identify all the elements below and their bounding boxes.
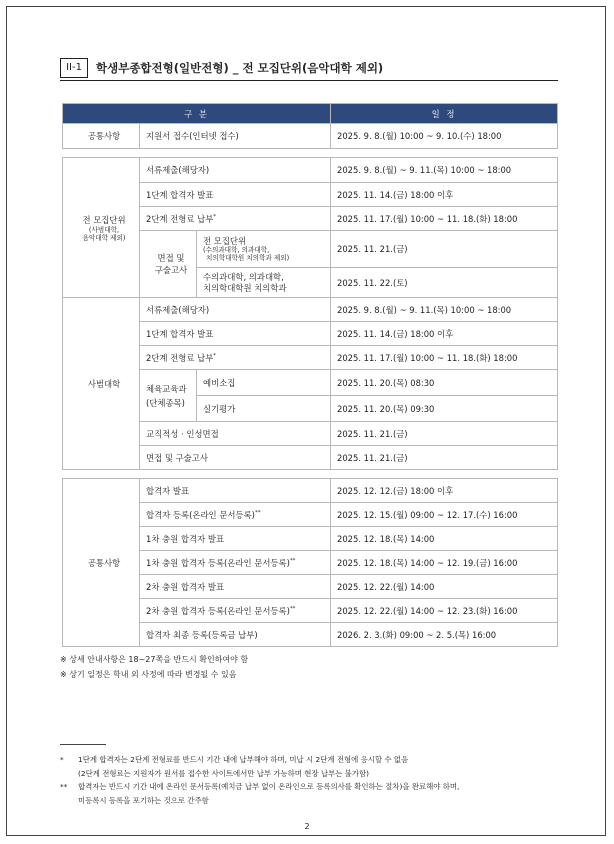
footnote-mark: ** — [254, 509, 261, 516]
item-cell: 1단계 합격자 발표 — [140, 183, 331, 207]
footnote-marker: * — [60, 755, 64, 764]
interview-label — [140, 231, 197, 298]
section-number-box: II-1 — [60, 58, 88, 78]
category-all-units — [63, 158, 140, 298]
date-cell: 2026. 2. 3.(화) 09:00 ~ 2. 5.(목) 16:00 — [331, 623, 558, 647]
date-cell: 2025. 11. 14.(금) 18:00 이후 — [331, 183, 558, 207]
item-cell — [140, 207, 331, 231]
pe-sub-practical: 실기평가 — [197, 396, 331, 422]
date-cell: 2025. 11. 20.(목) 09:30 — [331, 396, 558, 422]
footnote-line: 미등록시 등록을 포기하는 것으로 간주함 — [78, 795, 209, 805]
schedule-table — [62, 103, 558, 647]
footnote-mark: * — [213, 213, 217, 220]
interview-sub-medical — [197, 268, 331, 298]
footnote-mark: ** — [289, 605, 296, 612]
item-text: 2차 충원 합격자 발표 — [146, 581, 225, 592]
table-header-row — [63, 104, 558, 124]
note-item: ※ 상세 안내사항은 18~27쪽을 반드시 확인하여야 함 — [60, 655, 249, 664]
item-cell — [140, 527, 331, 551]
item-text: 합격자 최종 등록(등록금 납부) — [146, 629, 258, 640]
interview-label-line-1: 면접 및 — [157, 253, 185, 263]
date-cell: 2025. 11. 17.(월) 10:00 ~ 11. 18.(화) 18:00 — [331, 346, 558, 370]
date-cell: 2025. 9. 8.(월) ~ 9. 11.(목) 10:00 ~ 18:00 — [331, 158, 558, 183]
item-cell: 교직적성 · 인성면접 — [140, 422, 331, 446]
footnote-line: (2단계 전형료는 지원자가 원서를 접수한 사이트에서만 납부 가능하며 현장 납부는 불가함) — [78, 768, 369, 778]
date-cell: 2025. 11. 21.(금) — [331, 422, 558, 446]
date-cell: 2025. 11. 20.(목) 08:30 — [331, 370, 558, 396]
section-header — [60, 58, 558, 78]
date-cell: 2025. 12. 15.(월) 09:00 ~ 12. 17.(수) 16:00 — [331, 503, 558, 527]
category-common-top: 공통사항 — [63, 124, 140, 149]
interview-label-line-2: 구술고사 — [154, 265, 188, 275]
item-text: 2단계 전형료 납부 — [146, 213, 214, 224]
item-cell — [140, 346, 331, 370]
date-cell: 2025. 9. 8.(월) ~ 9. 11.(목) 10:00 ~ 18:00 — [331, 298, 558, 322]
footnote-line: 1단계 합격자는 2단계 전형료를 반드시 기간 내에 납부해야 하며, 미납 시 2단계 전형에 응시할 수 없음 — [78, 755, 409, 764]
spacer-row — [63, 149, 558, 158]
pe-label-line-2: (단체종목) — [146, 397, 185, 408]
title-underline — [60, 80, 558, 81]
category-all-units-title: 전 모집단위 — [82, 214, 126, 225]
pe-label-line-1: 체육교육과 — [146, 383, 187, 394]
date-cell: 2025. 11. 21.(금) — [331, 446, 558, 470]
item-cell: 지원서 접수(인터넷 접수) — [140, 124, 331, 149]
footnote-mark: ** — [289, 557, 296, 564]
category-common-bottom: 공통사항 — [63, 479, 140, 647]
date-cell: 2025. 11. 22.(토) — [331, 268, 558, 298]
header-schedule: 일 정 — [331, 104, 558, 124]
interview-sub-medical-line-2: 치의학대학원 치의학과 — [203, 282, 287, 293]
item-cell — [140, 503, 331, 527]
date-cell: 2025. 12. 18.(목) 14:00 — [331, 527, 558, 551]
interview-sub-all-note-2: 치의학대학원 치의학과 제외) — [206, 254, 290, 262]
date-cell: 2025. 11. 21.(금) — [331, 231, 558, 268]
interview-sub-all-units — [197, 231, 331, 268]
date-cell: 2025. 12. 18.(목) 14:00 ~ 12. 19.(금) 16:00 — [331, 551, 558, 575]
page-number: 2 — [304, 822, 310, 831]
date-cell: 2025. 9. 8.(월) 10:00 ~ 9. 10.(수) 18:00 — [331, 124, 558, 149]
item-cell — [140, 479, 331, 503]
footnote-item — [60, 753, 560, 780]
interview-sub-medical-line-1: 수의과대학, 의과대학, — [203, 271, 284, 282]
date-cell: 2025. 11. 14.(금) 18:00 이후 — [331, 322, 558, 346]
category-all-units-note-2: 음악대학 제외) — [82, 233, 126, 242]
footnotes — [60, 753, 560, 807]
item-text: 2차 충원 합격자 등록(온라인 문서등록) — [146, 605, 290, 616]
date-cell: 2025. 12. 22.(월) 14:00 — [331, 575, 558, 599]
date-cell: 2025. 12. 12.(금) 18:00 이후 — [331, 479, 558, 503]
footnote-marker: ** — [60, 782, 68, 791]
footnote-mark: * — [213, 352, 217, 359]
table-row — [63, 298, 558, 322]
table-row — [63, 124, 558, 149]
pe-sub-assembly: 예비소집 — [197, 370, 331, 396]
item-cell: 1단계 합격자 발표 — [140, 322, 331, 346]
notes — [60, 652, 248, 682]
table-row — [63, 158, 558, 183]
item-cell — [140, 599, 331, 623]
date-cell: 2025. 11. 17.(월) 10:00 ~ 11. 18.(화) 18:00 — [331, 207, 558, 231]
footnote-line: 합격자는 반드시 기간 내에 온라인 문서등록(예치금 납부 없이 온라인으로 등록의사를 확인하는 절차)을 완료해야 하며, — [78, 782, 460, 791]
category-all-units-note-1: (사범대학, — [88, 225, 120, 234]
item-cell: 서류제출(해당자) — [140, 158, 331, 183]
pe-label — [140, 370, 197, 422]
interview-sub-all-title: 전 모집단위 — [203, 236, 247, 246]
note-item: ※ 상기 일정은 학내 외 사정에 따라 변경될 수 있음 — [60, 670, 237, 679]
header-category: 구 분 — [63, 104, 331, 124]
spacer-row — [63, 470, 558, 479]
item-cell: 서류제출(해당자) — [140, 298, 331, 322]
item-cell — [140, 575, 331, 599]
item-text: 2단계 전형료 납부 — [146, 352, 214, 363]
item-text: 1차 충원 합격자 발표 — [146, 533, 225, 544]
section-title: 학생부종합전형(일반전형) _ 전 모집단위(음악대학 제외) — [96, 61, 384, 75]
item-text: 합격자 발표 — [146, 485, 190, 496]
item-cell — [140, 551, 331, 575]
footnote-divider — [60, 744, 106, 745]
table-row — [63, 479, 558, 503]
item-text: 1차 충원 합격자 등록(온라인 문서등록) — [146, 557, 290, 568]
category-education: 사범대학 — [63, 298, 140, 470]
footnote-item — [60, 780, 560, 807]
interview-sub-all-note-1: (수의과대학, 의과대학, — [203, 246, 270, 254]
date-cell: 2025. 12. 22.(월) 14:00 ~ 12. 23.(화) 16:00 — [331, 599, 558, 623]
item-cell — [140, 623, 331, 647]
item-cell: 면접 및 구술고사 — [140, 446, 331, 470]
item-text: 합격자 등록(온라인 문서등록) — [146, 509, 255, 520]
